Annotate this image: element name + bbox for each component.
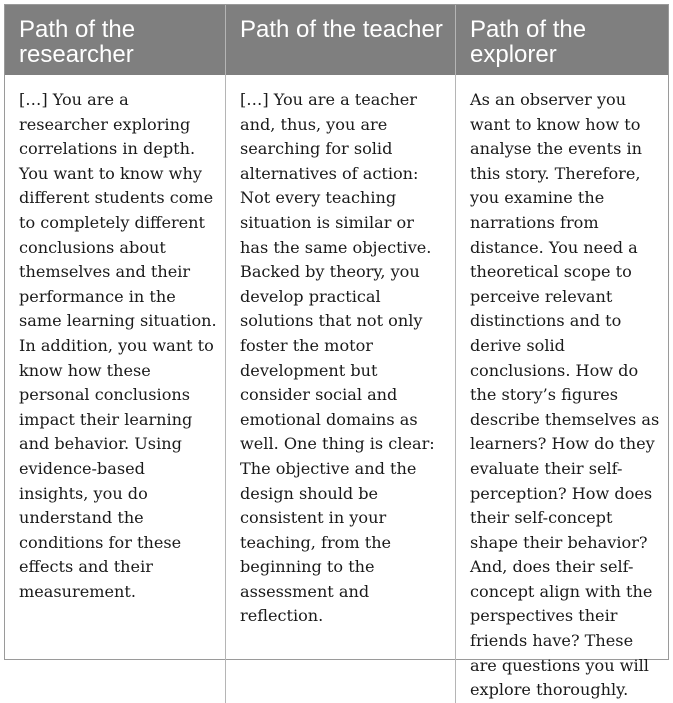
header-teacher: Path of the teacher bbox=[226, 5, 456, 75]
cell-explorer: As an observer you want to know how to analyse the events in this story. Therefore, you examine the narrations from distance. You need a theoretical scope to perceive relevant distinctions and to derive solid conclusions. How do the story’s figures describe themselves as learners? How do they evaluate their self-perception? How does their self-concept shape their behavior? And, does their self-concept align with the perspectives their friends have? These are questions you will explore thoroughly. bbox=[470, 90, 660, 700]
header-researcher: Path of the researcher bbox=[5, 5, 226, 75]
header-explorer: Path of the explorer bbox=[456, 5, 668, 75]
cell-teacher: […] You are a teacher and, thus, you are searching for solid alternatives of action: Not every teaching situation is similar or has the same objective. Backed by theory, you develop practical solutions that not only foster the motor development but consider social and emotional domains as well. One thing is clear: The objective and the design should be consistent in your teaching, from the beginning to the assessment and reflection. bbox=[226, 75, 456, 703]
paths-table bbox=[4, 4, 669, 700]
cell-researcher: […] You are a researcher exploring correlations in depth. You want to know why different students come to completely different conclusions about themselves and their performance in the same learning situation. In addition, you want to know how these personal conclusions impact their learning and behavior. Using evidence-based insights, you do understand the conditions for these effects and their measurement. bbox=[5, 75, 226, 703]
